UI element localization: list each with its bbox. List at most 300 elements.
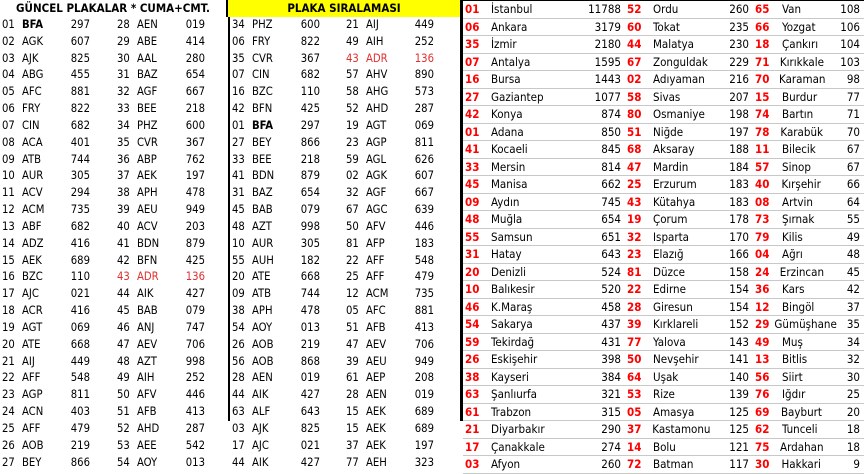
plate-row [0, 455, 116, 472]
plate-code: PHZ [137, 118, 158, 132]
plate-value: 079 [185, 304, 205, 318]
plate-row [0, 253, 116, 270]
plate-number: 21 [2, 354, 15, 368]
plate-code-number: 50 [627, 352, 642, 366]
plate-value: 449 [414, 18, 434, 31]
plate-value: 079 [300, 203, 320, 217]
plate-count: 71 [846, 107, 860, 121]
plate-value: 323 [414, 455, 434, 469]
current-plates-title: GÜNCEL PLAKALAR * CUMA+CMT. [0, 0, 228, 17]
plate-number: 63 [232, 405, 245, 419]
ranking-row [625, 71, 753, 89]
plate-count: 117 [729, 457, 749, 471]
plate-code: AGT [366, 118, 387, 132]
plate-count: 458 [601, 299, 621, 314]
plate-number: 15 [346, 421, 359, 435]
ranking-row [753, 176, 864, 194]
plate-code: ALF [252, 405, 271, 419]
plate-code-number: 14 [627, 439, 642, 454]
plate-count: 77 [846, 89, 860, 104]
plate-count: 32 [846, 352, 860, 366]
ranking-row [753, 19, 864, 37]
ranking-row [753, 159, 864, 177]
plate-number: 51 [117, 405, 130, 419]
plate-number: 42 [232, 102, 245, 116]
plate-code: AIK [252, 388, 269, 402]
plate-row [230, 67, 346, 84]
ranking-row [753, 316, 864, 334]
plate-ranking-title: PLAKA SIRALAMASI [228, 0, 460, 17]
plate-value: 822 [70, 102, 90, 116]
plate-number: 03 [232, 421, 245, 435]
city-name: Afyon [491, 457, 521, 471]
city-name: Bingöl [782, 299, 815, 314]
ranking-row [463, 89, 625, 107]
plate-value: 879 [300, 169, 320, 183]
city-name: Bolu [653, 439, 676, 454]
plate-code-number: 76 [755, 387, 770, 401]
plate-code: AFC [366, 304, 386, 318]
plate-row [230, 387, 346, 404]
plate-number: 41 [232, 169, 245, 183]
city-name: Aydın [491, 194, 520, 209]
plate-code-number: 08 [755, 194, 770, 209]
plate-code-number: 06 [465, 19, 480, 34]
ranking-row [753, 386, 864, 404]
plate-code: AFF [366, 253, 385, 267]
plate-count: 207 [729, 89, 749, 104]
plate-value: 455 [70, 68, 90, 82]
plate-row [230, 219, 346, 236]
plate-code-number: 10 [465, 282, 480, 296]
plate-value: 868 [300, 354, 320, 368]
plate-row [344, 438, 460, 455]
plate-row [344, 168, 460, 185]
plate-number: 45 [232, 203, 245, 217]
plate-code: AHD [366, 102, 389, 116]
plate-value: 019 [185, 18, 205, 31]
plate-count: 170 [729, 229, 749, 244]
plate-code: CIN [22, 118, 40, 132]
city-name: Adana [491, 124, 524, 139]
plate-code: AGC [366, 203, 388, 217]
plate-row [115, 455, 231, 472]
ranking-row [625, 19, 753, 37]
ranking-row [625, 229, 753, 247]
plate-code-number: 13 [755, 352, 770, 366]
plate-count: 260 [601, 457, 621, 471]
plate-number: 15 [2, 253, 15, 267]
plate-number: 52 [346, 102, 359, 116]
plate-code: AGF [137, 85, 158, 99]
plate-code: ADZ [22, 236, 44, 250]
ranking-row [625, 386, 753, 404]
city-name: Yalova [653, 334, 686, 349]
plate-row [230, 455, 346, 472]
plate-code: ACA [22, 135, 43, 149]
plate-row [230, 135, 346, 152]
city-name: Kayseri [491, 369, 529, 384]
city-name: Kırklareli [653, 317, 699, 331]
plate-row [344, 387, 460, 404]
plate-number: 10 [232, 236, 245, 250]
plate-number: 58 [346, 85, 359, 99]
header-bar [0, 0, 460, 17]
plate-count: 437 [601, 317, 621, 331]
plate-number: 38 [232, 304, 245, 318]
ranking-row [463, 54, 625, 72]
city-name: Balıkesir [491, 282, 535, 296]
plate-value: 019 [300, 371, 320, 385]
plate-code-number: 79 [755, 229, 770, 244]
plate-code-number: 16 [465, 72, 480, 86]
plate-row [344, 219, 460, 236]
plate-value: 197 [414, 438, 434, 452]
ranking-row [753, 281, 864, 299]
plate-row [115, 236, 231, 253]
plate-code: AFF [22, 421, 41, 435]
plate-count: 18 [846, 439, 860, 454]
plate-count: 55 [846, 212, 860, 226]
city-name: Bilecik [782, 142, 816, 156]
plate-code-number: 63 [465, 387, 480, 401]
plate-value: 425 [300, 102, 320, 116]
plate-value: 542 [185, 438, 205, 452]
plate-code-number: 20 [465, 264, 480, 279]
plate-number: 67 [346, 203, 359, 217]
plate-code: PHZ [252, 18, 273, 31]
plate-row [115, 17, 231, 34]
plate-number: 01 [232, 118, 245, 132]
plate-count: 70 [846, 124, 860, 139]
plate-value: 548 [414, 253, 434, 267]
plate-code: AGP [22, 388, 43, 402]
plate-count: 662 [601, 177, 621, 191]
plate-row [344, 370, 460, 387]
plate-code-number: 04 [755, 247, 770, 261]
city-name: Amasya [653, 404, 695, 419]
plate-row [115, 118, 231, 135]
plate-row [230, 286, 346, 303]
plate-code-number: 68 [627, 142, 642, 156]
plate-code: CIN [252, 68, 270, 82]
ranking-row [463, 176, 625, 194]
plate-value: 668 [70, 337, 90, 351]
plate-value: 747 [185, 320, 205, 334]
plate-count: 1595 [594, 54, 621, 69]
plate-row [344, 269, 460, 286]
city-name: Bartın [782, 107, 814, 121]
plate-code: BDN [252, 169, 275, 183]
plate-value: 110 [70, 270, 90, 284]
plate-value: 416 [70, 304, 90, 318]
plate-code-number: 18 [755, 37, 770, 51]
plate-row [115, 101, 231, 118]
ranking-row [463, 334, 625, 352]
plate-number: 22 [2, 371, 15, 385]
plate-value: 825 [300, 421, 320, 435]
plate-code: AEK [366, 421, 386, 435]
city-name: Konya [491, 107, 523, 121]
plate-code: AEU [366, 354, 387, 368]
city-name: Gaziantep [491, 89, 544, 104]
plate-code: AFV [137, 388, 157, 402]
plate-number: 11 [2, 186, 15, 200]
plate-value: 136 [414, 51, 434, 65]
plate-code-number: 29 [755, 317, 770, 331]
ranking-row [463, 456, 625, 474]
plate-value: 998 [185, 354, 205, 368]
city-name: Yozgat [782, 19, 816, 34]
city-name: Erzincan [779, 264, 825, 279]
plate-number: 43 [117, 270, 130, 284]
city-name: Isparta [653, 229, 689, 244]
plate-count: 37 [846, 299, 860, 314]
ranking-row [625, 54, 753, 72]
city-name: Tokat [653, 19, 680, 34]
plate-column [344, 17, 460, 469]
plate-value: 822 [300, 34, 320, 48]
plate-number: 48 [232, 219, 245, 233]
plate-code-number: 72 [627, 457, 642, 471]
plate-code: BEY [22, 455, 42, 469]
plate-code: AGL [366, 152, 387, 166]
ranking-row [463, 281, 625, 299]
plate-row [0, 51, 116, 68]
plate-code-number: 37 [627, 422, 642, 436]
plate-number: 26 [232, 337, 245, 351]
plate-number: 15 [346, 405, 359, 419]
plate-value: 182 [300, 253, 320, 267]
plate-code: AOB [252, 354, 274, 368]
plate-count: 121 [729, 439, 749, 454]
plate-number: 77 [346, 455, 359, 469]
plate-value: 367 [185, 135, 205, 149]
plate-code-number: 11 [755, 142, 770, 156]
plate-count: 520 [601, 282, 621, 296]
plate-count: 158 [729, 264, 749, 279]
plate-count: 45 [846, 264, 860, 279]
plate-code: ACM [22, 203, 45, 217]
plate-number: 05 [2, 85, 15, 99]
plate-number: 50 [117, 388, 130, 402]
ranking-row [463, 71, 625, 89]
plate-count: 25 [846, 387, 860, 401]
plate-code: AEN [252, 371, 273, 385]
plate-number: 07 [2, 118, 15, 132]
plate-code: CVR [252, 51, 273, 65]
ranking-row [753, 89, 864, 107]
plate-code: AJK [22, 51, 39, 65]
plate-value: 689 [414, 405, 434, 419]
plate-row [115, 152, 231, 169]
plate-code: FRY [252, 34, 271, 48]
plate-value: 811 [70, 388, 90, 402]
plate-code-number: 03 [465, 457, 480, 471]
ranking-row [625, 299, 753, 317]
plate-code: BFN [252, 102, 273, 116]
plate-value: 949 [185, 203, 205, 217]
plate-value: 427 [300, 388, 320, 402]
plate-code: AUR [252, 236, 274, 250]
plate-code: AIH [137, 371, 155, 385]
plate-count: 398 [601, 352, 621, 366]
plate-value: 949 [414, 354, 434, 368]
plate-count: 1443 [594, 72, 621, 86]
plate-value: 367 [300, 51, 320, 65]
plate-value: 811 [414, 135, 434, 149]
plate-number: 31 [117, 68, 130, 82]
ranking-row [463, 19, 625, 37]
city-name: Samsun [491, 229, 533, 244]
plate-code-number: 39 [627, 317, 642, 331]
city-name: Ordu [653, 2, 679, 16]
plate-count: 874 [601, 107, 621, 121]
plate-row [0, 337, 116, 354]
plate-code: BFA [22, 18, 44, 31]
city-name: Gümüşhane [774, 317, 837, 331]
plate-value: 639 [414, 203, 434, 217]
plate-number: 32 [346, 186, 359, 200]
city-name: İstanbul [491, 2, 533, 16]
plate-code-number: 62 [755, 422, 770, 436]
plate-number: 25 [2, 421, 15, 435]
ranking-row [753, 229, 864, 247]
city-name: Batman [653, 457, 694, 471]
plate-row [344, 34, 460, 51]
plate-code-number: 31 [465, 247, 480, 261]
plate-row [115, 354, 231, 371]
plate-code-number: 27 [465, 89, 480, 104]
plate-code: AEK [137, 169, 157, 183]
plate-code-number: 46 [465, 299, 480, 314]
ranking-row [463, 299, 625, 317]
plate-row [230, 269, 346, 286]
plate-value: 744 [300, 287, 320, 301]
plate-count: 98 [846, 72, 860, 86]
plate-code: BAB [252, 203, 273, 217]
plate-code: AJC [252, 438, 269, 452]
plate-value: 866 [300, 135, 320, 149]
plate-value: 297 [300, 118, 320, 132]
plate-number: 51 [346, 320, 359, 334]
ranking-row [625, 246, 753, 264]
plate-count: 321 [601, 387, 621, 401]
plate-code: AOY [137, 455, 158, 469]
plate-value: 548 [70, 371, 90, 385]
plate-code-number: 09 [465, 194, 480, 209]
plate-code: AUR [22, 169, 44, 183]
plate-number: 55 [232, 253, 245, 267]
ranking-row [463, 264, 625, 282]
plate-value: 425 [185, 253, 205, 267]
plate-code-number: 74 [755, 107, 770, 121]
plate-value: 881 [414, 304, 434, 318]
plate-number: 52 [117, 421, 130, 435]
plate-code-number: 70 [755, 72, 770, 86]
plate-value: 069 [414, 118, 434, 132]
plate-number: 09 [2, 152, 15, 166]
plate-row [344, 67, 460, 84]
plate-number: 39 [117, 203, 130, 217]
plate-count: 384 [601, 369, 621, 384]
plate-number: 37 [117, 169, 130, 183]
plate-code: ACV [137, 219, 158, 233]
plate-code: ACM [366, 287, 389, 301]
plate-code: BZC [252, 85, 273, 99]
city-name: Edirne [653, 282, 686, 296]
plate-code-number: 17 [465, 439, 480, 454]
plate-count: 745 [601, 194, 621, 209]
plate-number: 49 [346, 34, 359, 48]
ranking-row [625, 89, 753, 107]
plate-code-number: 07 [465, 54, 480, 69]
plate-count: 188 [729, 142, 749, 156]
plate-number: 29 [117, 34, 130, 48]
plate-number: 03 [2, 51, 15, 65]
plate-value: 446 [185, 388, 205, 402]
plate-count: 3179 [594, 19, 621, 34]
plate-value: 218 [300, 152, 320, 166]
plate-code: FRY [22, 102, 41, 116]
plate-number: 33 [232, 152, 245, 166]
plate-code: BAZ [137, 68, 158, 82]
plate-code: ABE [137, 34, 158, 48]
plate-code: ACV [22, 186, 43, 200]
plate-count: 184 [729, 159, 749, 174]
plate-code-number: 45 [465, 177, 480, 191]
city-name: İzmir [491, 37, 517, 51]
plate-value: 479 [414, 270, 434, 284]
plate-code: AUH [252, 253, 274, 267]
plate-row [344, 337, 460, 354]
plate-value: 689 [70, 253, 90, 267]
plate-number: 31 [232, 186, 245, 200]
plate-row [0, 185, 116, 202]
plate-code: ACN [22, 405, 44, 419]
plate-code-number: 30 [755, 457, 770, 471]
plate-count: 67 [846, 142, 860, 156]
city-name: Kilis [782, 229, 803, 244]
plate-code: AEN [137, 18, 158, 31]
plate-value: 413 [414, 320, 434, 334]
plate-code-number: 64 [627, 369, 642, 384]
ranking-row [625, 421, 753, 439]
plate-code: AIJ [366, 18, 379, 31]
plate-code: AOY [252, 320, 273, 334]
ranking-row [625, 194, 753, 212]
plate-number: 39 [346, 354, 359, 368]
plate-value: 479 [70, 421, 90, 435]
plate-row [344, 84, 460, 101]
plate-value: 218 [185, 102, 205, 116]
plate-code: AGP [366, 135, 387, 149]
plate-code-number: 44 [627, 37, 642, 51]
ranking-row [463, 211, 625, 229]
city-name: Diyarbakır [491, 422, 545, 436]
plate-count: 315 [601, 404, 621, 419]
plate-value: 183 [414, 236, 434, 250]
plate-value: 706 [185, 337, 205, 351]
plate-code: AOB [22, 438, 44, 452]
plate-number: 21 [346, 18, 359, 31]
plate-row [115, 404, 231, 421]
plate-count: 139 [729, 387, 749, 401]
plate-count: 197 [729, 124, 749, 139]
plate-value: 689 [414, 421, 434, 435]
plate-row [344, 421, 460, 438]
plate-count: 67 [846, 159, 860, 174]
